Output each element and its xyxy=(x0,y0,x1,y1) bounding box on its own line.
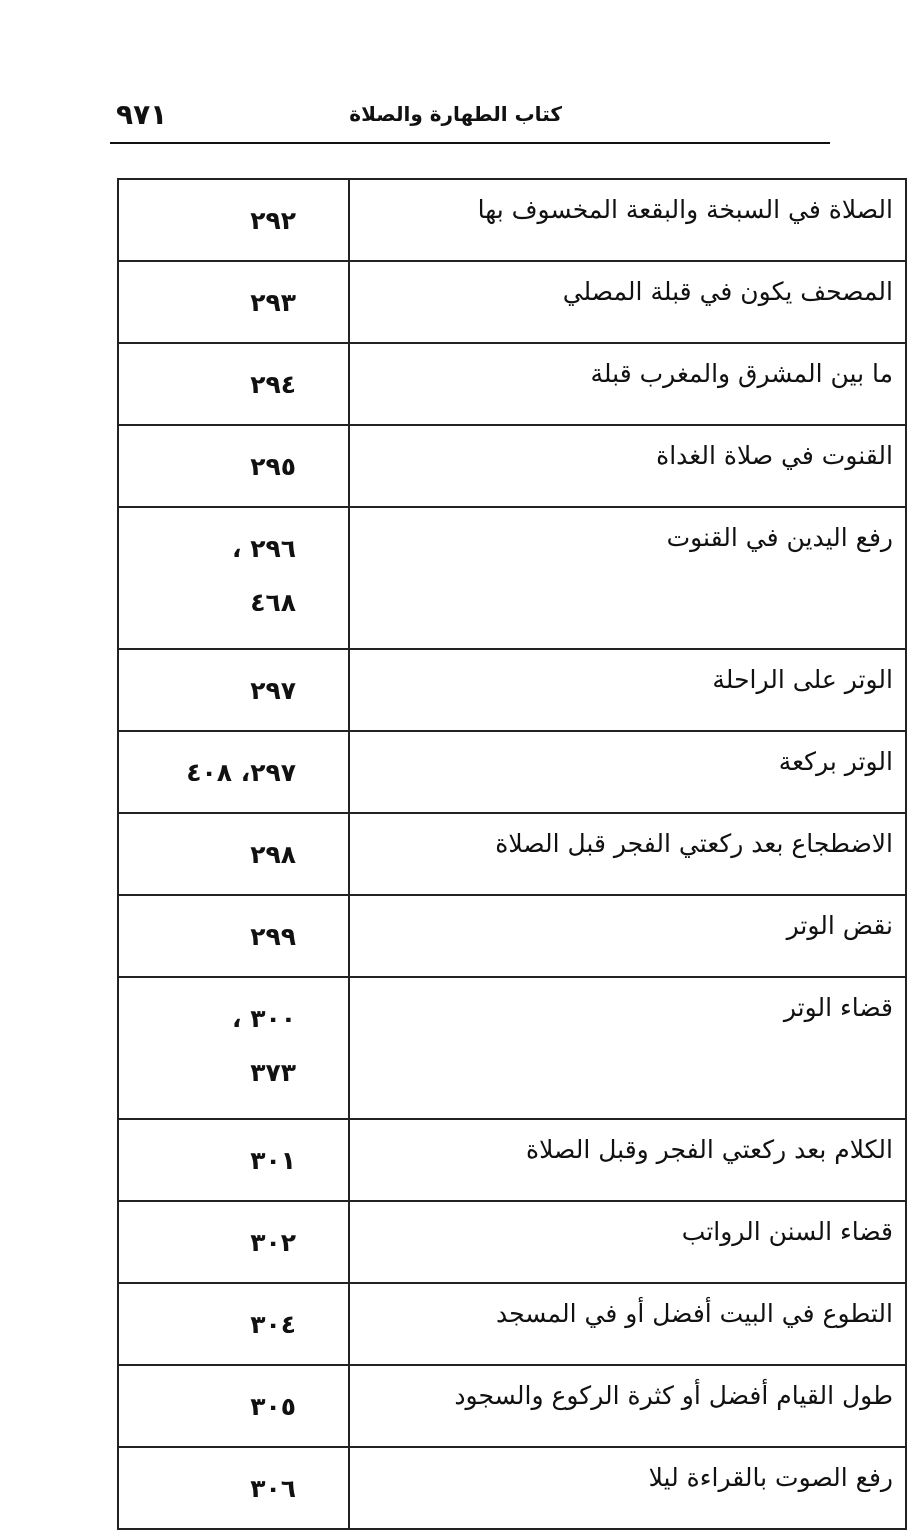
pages-cell xyxy=(118,179,349,261)
page-reference: ٣٠٠ ، xyxy=(232,1004,296,1033)
page-reference: ٢٩٣ xyxy=(250,288,296,317)
pages-cell xyxy=(118,731,349,813)
page-reference: ٣٠٥ xyxy=(250,1392,296,1421)
topic-cell: الاضطجاع بعد ركعتي الفجر قبل الصلاة xyxy=(349,813,906,895)
table-row xyxy=(118,977,906,1119)
pages-cell xyxy=(118,1283,349,1365)
table-row xyxy=(118,731,906,813)
table-row xyxy=(118,649,906,731)
pages-cell xyxy=(118,649,349,731)
pages-cell xyxy=(118,1201,349,1283)
page-reference: ٤٦٨ xyxy=(250,588,296,617)
page-reference: ٢٩٦ ، xyxy=(232,534,296,563)
topic-cell: الكلام بعد ركعتي الفجر وقبل الصلاة xyxy=(349,1119,906,1201)
topic-cell: رفع اليدين في القنوت xyxy=(349,507,906,649)
pages-cell xyxy=(118,1447,349,1529)
page-reference: ٢٩٢ xyxy=(250,206,296,235)
page-reference: ٣٠١ xyxy=(250,1146,296,1175)
topic-cell: التطوع في البيت أفضل أو في المسجد xyxy=(349,1283,906,1365)
table-row xyxy=(118,425,906,507)
table-row xyxy=(118,507,906,649)
page-reference: ٣٠٦ xyxy=(250,1474,296,1503)
page-reference: ٣٠٢ xyxy=(250,1228,296,1257)
pages-cell xyxy=(118,895,349,977)
page-reference: ٣٧٣ xyxy=(250,1058,296,1087)
topic-cell: الوتر بركعة xyxy=(349,731,906,813)
index-table xyxy=(117,178,907,1530)
page-reference: ٢٩٧ xyxy=(250,676,296,705)
book-title: كتاب الطهارة والصلاة xyxy=(349,102,562,126)
table-row xyxy=(118,343,906,425)
pages-cell xyxy=(118,813,349,895)
table-row xyxy=(118,1283,906,1365)
page-reference: ٢٩٨ xyxy=(250,840,296,869)
topic-cell: المصحف يكون في قبلة المصلي xyxy=(349,261,906,343)
table-row xyxy=(118,813,906,895)
table-row xyxy=(118,1201,906,1283)
page-reference: ٢٩٩ xyxy=(250,922,296,951)
pages-cell xyxy=(118,1365,349,1447)
table-row xyxy=(118,1447,906,1529)
topic-cell: رفع الصوت بالقراءة ليلا xyxy=(349,1447,906,1529)
page-reference: ٢٩٧، ٤٠٨ xyxy=(186,758,296,787)
page-reference: ٢٩٥ xyxy=(250,452,296,481)
index-table-body xyxy=(118,179,906,1529)
topic-cell: الصلاة في السبخة والبقعة المخسوف بها xyxy=(349,179,906,261)
pages-cell xyxy=(118,977,349,1119)
pages-cell xyxy=(118,1119,349,1201)
table-row xyxy=(118,1119,906,1201)
table-row xyxy=(118,1365,906,1447)
pages-cell xyxy=(118,343,349,425)
table-row xyxy=(118,179,906,261)
topic-cell: القنوت في صلاة الغداة xyxy=(349,425,906,507)
pages-cell xyxy=(118,507,349,649)
pages-cell xyxy=(118,425,349,507)
page-reference: ٢٩٤ xyxy=(250,370,296,399)
table-row xyxy=(118,895,906,977)
topic-cell: طول القيام أفضل أو كثرة الركوع والسجود xyxy=(349,1365,906,1447)
pages-cell xyxy=(118,261,349,343)
page-reference: ٣٠٤ xyxy=(250,1310,296,1339)
topic-cell: الوتر على الراحلة xyxy=(349,649,906,731)
topic-cell: قضاء الوتر xyxy=(349,977,906,1119)
topic-cell: قضاء السنن الرواتب xyxy=(349,1201,906,1283)
page-number: ٩٧١ xyxy=(116,98,168,131)
topic-cell: ما بين المشرق والمغرب قبلة xyxy=(349,343,906,425)
topic-cell: نقض الوتر xyxy=(349,895,906,977)
page-header xyxy=(110,96,830,144)
table-row xyxy=(118,261,906,343)
